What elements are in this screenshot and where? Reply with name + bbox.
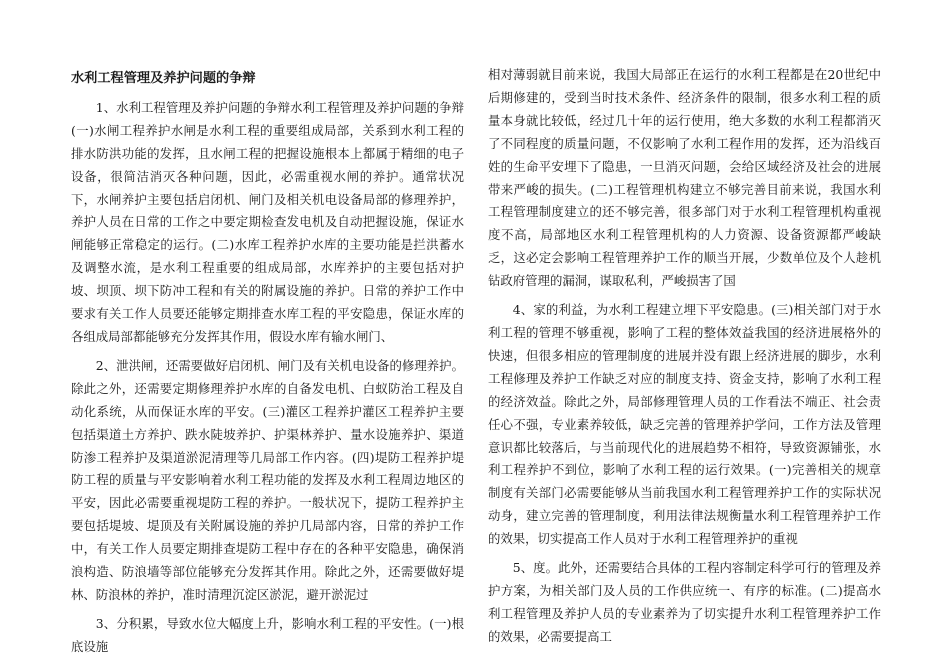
- paragraph-1: 1、水利工程管理及养护问题的争辩水利工程管理及养护问题的争辩(一)水闸工程养护水闸是水利工程的重要组成局部，关系到水利工程的排水防洪功能的发挥，且水闸工程的把握设施根本上都属于精细的电子设备，很简洁消灭各种问题，因此，必需重视水闸的养护。通常状况下，水闸养护主要包括启闭机、闸门及相关机电设备局部的修理养护，养护人员在日常的工作之中要定期检查发电机及自动把握设施，保证水闸能够正常稳定的运行。(二)水库工程养护水库的主要功能是拦洪蓄水及调整水流，是水利工程重要的组成局部，水库养护的主要包括对护坡、坝顶、坝下防冲工程和有关的附属设施的养护。日常的养护工作中要求有关工作人员要还能够定期排查水库工程的平安隐患，保证水库的各组成局部都能够充分发挥其作用，假设水库有输水闸门、: [71, 99, 464, 344]
- document-title: 水利工程管理及养护问题的争辩: [71, 71, 256, 86]
- paragraph-2: 2、泄洪闸，还需要做好启闭机、闸门及有关机电设备的修理养护。除此之外，还需要定期修理养护水库的自备发电机、白蚁防治工程及自动化系统，从而保证水库的平安。(三)灌区工程养护灌区工程养护主要包括渠道土方养护、跌水陡坡养护、护渠林养护、量水设施养护、渠道防渗工程养护及渠道淤泥清理等几局部工作内容。(四)堤防工程养护堤防工程的质量与平安影响着水利工程功能的发挥及水利工程周边地区的平安，因此必需要重视堤防工程的养护。一般状况下，提防工程养护主要包括堤坡、堤顶及有关附属设施的养护几局部内容，日常的养护工作中，有关工作人员要定期排查堤防工程中存在的各种平安隐患，确保消浪构造、防浪墙等部位能够充分发挥其作用。除此之外，还需要做好堤林、防浪林的养护，准时清理沉淀区淤泥，避开淤泥过: [71, 357, 464, 602]
- left-column: [71, 64, 464, 665]
- paragraph-4: 4、家的利益，为水利工程建立埋下平安隐患。(三)相关部门对于水利工程的管理不够重视，影响了工程的整体效益我国的经济进展格外的快速，但很多相应的管理制度的进展并没有跟上经济进展的脚步，水利工程修理及养护工作缺乏对应的制度支持、资金支持，影响了水利工程的经济效益。除此之外，局部修理管理人员的工作看法不端正、社会责任心不强，专业素养较低，缺乏完善的管理养护学问，工作方法及管理意识都比较落后，与当前现代化的进展趋势不相符，导致资源铺张，水利工程养护不到位，影响了水利工程的运行效果。(一)完善相关的规章制度有关部门必需要能够从当前我国水利工程管理养护工作的实际状况动身，建立完善的管理制度，利用法律法规衡量水利工程管理养护工作的效果，切实提高工作人员对于水利工程管理养护的重视: [488, 302, 881, 547]
- paragraph-3-continuation: 相对薄弱就目前来说，我国大局部正在运行的水利工程都是在20世纪中后期修建的，受到当时技术条件、经济条件的限制，很多水利工程的质量本身就比较低，经过几十年的运行使用，绝大多数的水利工程都消灭了不同程度的质量问题，不仅影响了水利工程作用的发挥，还为沿线百姓的生命平安埋下了隐患，一旦消灭问题，会给区域经济及社会的进展带来严峻的损失。(二)工程管理机构建立不够完善目前来说，我国水利工程管理制度建立的还不够完善，很多部门对于水利工程管理机构重视度不高，局部地区水利工程管理机构的人力资源、设备资源都严峻缺乏，这必定会影响工程管理养护工作的顺当开展，少数单位及个人趁机钻政府管理的漏洞，谋取私利，严峻损害了国: [488, 67, 881, 289]
- paragraph-3: 3、分积累，导致水位大幅度上升，影响水利工程的平安性。(一)根底设施: [71, 615, 464, 654]
- right-column: [488, 64, 881, 655]
- paragraph-5: 5、度。此外，还需要结合具体的工程内容制定科学可行的管理及养护方案，为相关部门及人员的工作供应统一、有序的标准。(二)提高水利工程管理及养护人员的专业素养为了切实提升水利工程管理养护工作的效果，必需要提高工: [488, 560, 881, 644]
